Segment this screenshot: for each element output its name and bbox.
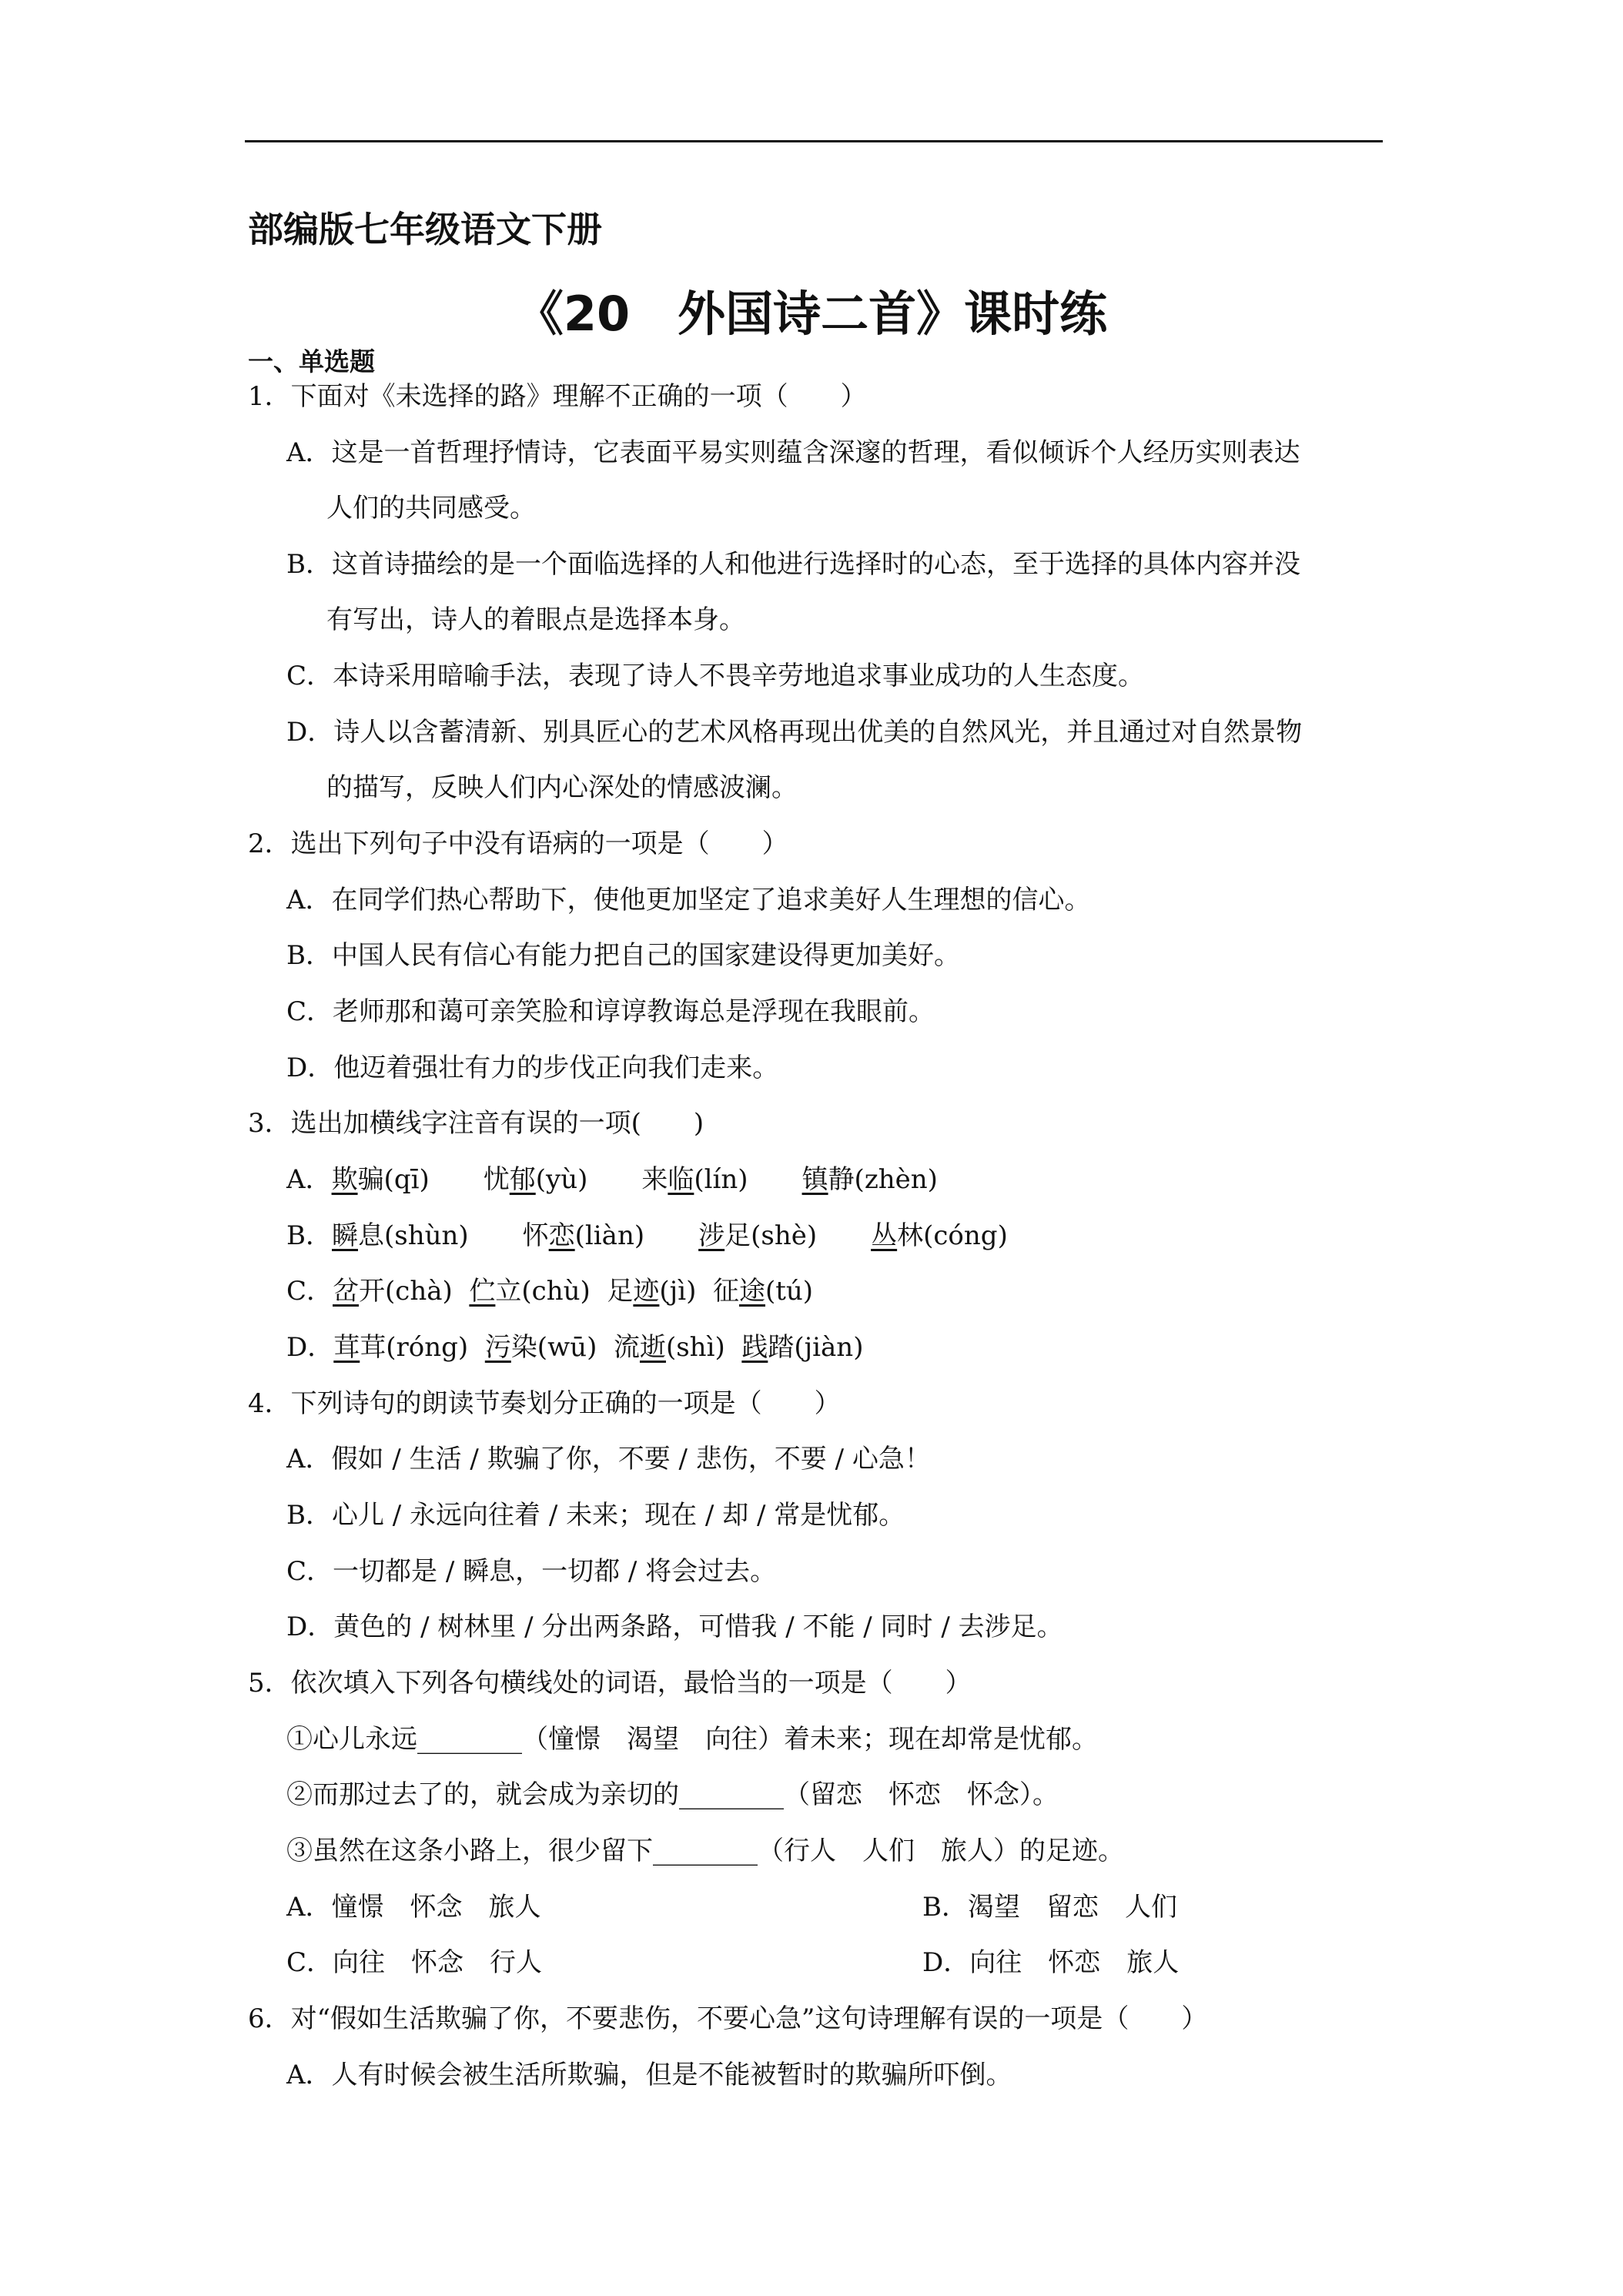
q1-option-d: D．诗人以含蓄清新、别具匠心的艺术风格再现出优美的自然风光，并且通过对自然景物 (286, 717, 1303, 748)
underlined-char: 污 (484, 1332, 511, 1363)
q4-option-c: C．一切都是 / 瞬息，一切都 / 将会过去。 (286, 1556, 777, 1587)
underlined-char: 镇 (801, 1164, 828, 1195)
q3-stem: 3．选出加横线字注音有误的一项( ) (248, 1108, 704, 1139)
q4-option-a: A．假如 / 生活 / 欺骗了你，不要 / 悲伤，不要 / 心急！ (286, 1444, 931, 1474)
underlined-char: 迹 (633, 1276, 660, 1307)
q5-option-d: D．向往 怀恋 旅人 (922, 1947, 1180, 1978)
book-title: 部编版七年级语文下册 (248, 209, 602, 250)
q3-option-a (286, 1166, 938, 1193)
q2-stem: 2．选出下列句子中没有语病的一项是（ ） (248, 828, 788, 859)
q1-option-a-cont: 人们的共同感受。 (326, 493, 536, 524)
pinyin-item: 污染(wū) (484, 1332, 597, 1363)
underlined-char: 茸 (333, 1332, 360, 1363)
option-label: D． (286, 1332, 334, 1363)
pinyin-item: 涉足(shè) (698, 1220, 818, 1251)
underlined-char: 恋 (548, 1220, 575, 1251)
q1-option-b: B．这首诗描绘的是一个面临选择的人和他进行选择时的心态，至于选择的具体内容并没 (286, 549, 1300, 580)
option-label: A． (286, 1164, 332, 1195)
pinyin-item: 怀恋(liàn) (522, 1220, 645, 1251)
q4-option-d: D．黄色的 / 树林里 / 分出两条路，可惜我 / 不能 / 同时 / 去涉足。 (286, 1612, 1063, 1642)
q2-option-b: B．中国人民有信心有能力把自己的国家建设得更加美好。 (286, 940, 960, 971)
q2-option-d: D．他迈着强壮有力的步伐正向我们走来。 (286, 1053, 779, 1083)
header-rule (245, 140, 1383, 142)
underlined-char: 途 (738, 1276, 765, 1307)
q5-sentence-3: ③虽然在这条小路上，很少留下________（行人 人们 旅人）的足迹。 (286, 1836, 1124, 1866)
underlined-char: 逝 (639, 1332, 666, 1363)
underlined-char: 欺 (331, 1164, 358, 1195)
underlined-char: 伫 (469, 1276, 496, 1307)
pinyin-item: 丛林(cóng) (871, 1220, 1008, 1251)
q1-stem: 1．下面对《未选择的路》理解不正确的一项（ ） (248, 381, 867, 412)
q5-option-a: A．憧憬 怀念 旅人 (286, 1892, 541, 1923)
underlined-char: 涉 (698, 1220, 725, 1251)
page-title: 《20 外国诗二首》课时练 (515, 286, 1108, 342)
q5-stem: 5．依次填入下列各句横线处的词语，最恰当的一项是（ ） (248, 1668, 972, 1699)
q1-option-b-cont: 有写出，诗人的着眼点是选择本身。 (326, 604, 745, 635)
section-heading: 一、单选题 (248, 346, 375, 377)
q6-stem: 6．对“假如生活欺骗了你，不要悲伤，不要心急”这句诗理解有误的一项是（ ） (248, 2003, 1208, 2034)
q5-sentence-1: ①心儿永远________（憧憬 渴望 向往）着未来；现在却常是忧郁。 (286, 1724, 1098, 1755)
q2-option-c: C．老师那和蔼可亲笑脸和谆谆教诲总是浮现在我眼前。 (286, 996, 935, 1027)
pinyin-item: 茸茸(róng) (333, 1332, 469, 1363)
option-label: C． (286, 1276, 333, 1307)
underlined-char: 临 (668, 1164, 694, 1195)
pinyin-item: 践踏(jiàn) (741, 1332, 864, 1363)
q6-option-a: A．人有时候会被生活所欺骗，但是不能被暂时的欺骗所吓倒。 (286, 2060, 1012, 2090)
pinyin-item: 瞬息(shùn) (332, 1220, 469, 1251)
q5-option-c: C．向往 怀念 行人 (286, 1947, 543, 1978)
underlined-char: 丛 (871, 1220, 898, 1251)
option-label: B． (286, 1220, 332, 1251)
pinyin-item: 伫立(chù) (469, 1276, 591, 1307)
q1-option-c: C．本诗采用暗喻手法，表现了诗人不畏辛劳地追求事业成功的人生态度。 (286, 661, 1145, 691)
pinyin-item: 征途(tú) (712, 1276, 814, 1307)
q3-option-b (286, 1220, 1008, 1251)
pinyin-item: 镇静(zhèn) (801, 1164, 938, 1195)
q1-option-d-cont: 的描写，反映人们内心深处的情感波澜。 (326, 772, 798, 803)
q3-option-d (286, 1334, 863, 1361)
pinyin-item: 欺骗(qī) (331, 1164, 430, 1195)
underlined-char: 践 (741, 1332, 768, 1363)
q5-sentence-2: ②而那过去了的，就会成为亲切的________（留恋 怀恋 怀念）。 (286, 1779, 1059, 1810)
underlined-char: 瞬 (332, 1220, 358, 1251)
q1-option-a: A．这是一首哲理抒情诗，它表面平易实则蕴含深邃的哲理，看似倾诉个人经历实则表达 (286, 437, 1300, 468)
pinyin-item: 足迹(jì) (607, 1276, 697, 1307)
pinyin-item: 岔开(chà) (333, 1276, 453, 1307)
q2-option-a: A．在同学们热心帮助下，使他更加坚定了追求美好人生理想的信心。 (286, 885, 1091, 915)
underlined-char: 岔 (333, 1276, 360, 1307)
pinyin-item: 来临(lín) (641, 1164, 748, 1195)
underlined-char: 郁 (509, 1164, 536, 1195)
pinyin-item: 忧郁(yù) (483, 1164, 588, 1195)
q4-option-b: B．心儿 / 永远向往着 / 未来；现在 / 却 / 常是忧郁。 (286, 1500, 905, 1531)
q4-stem: 4．下列诗句的朗读节奏划分正确的一项是（ ） (248, 1388, 841, 1419)
q5-option-b: B．渴望 留恋 人们 (922, 1892, 1177, 1923)
pinyin-item: 流逝(shì) (613, 1332, 725, 1363)
q3-option-c (286, 1276, 814, 1307)
